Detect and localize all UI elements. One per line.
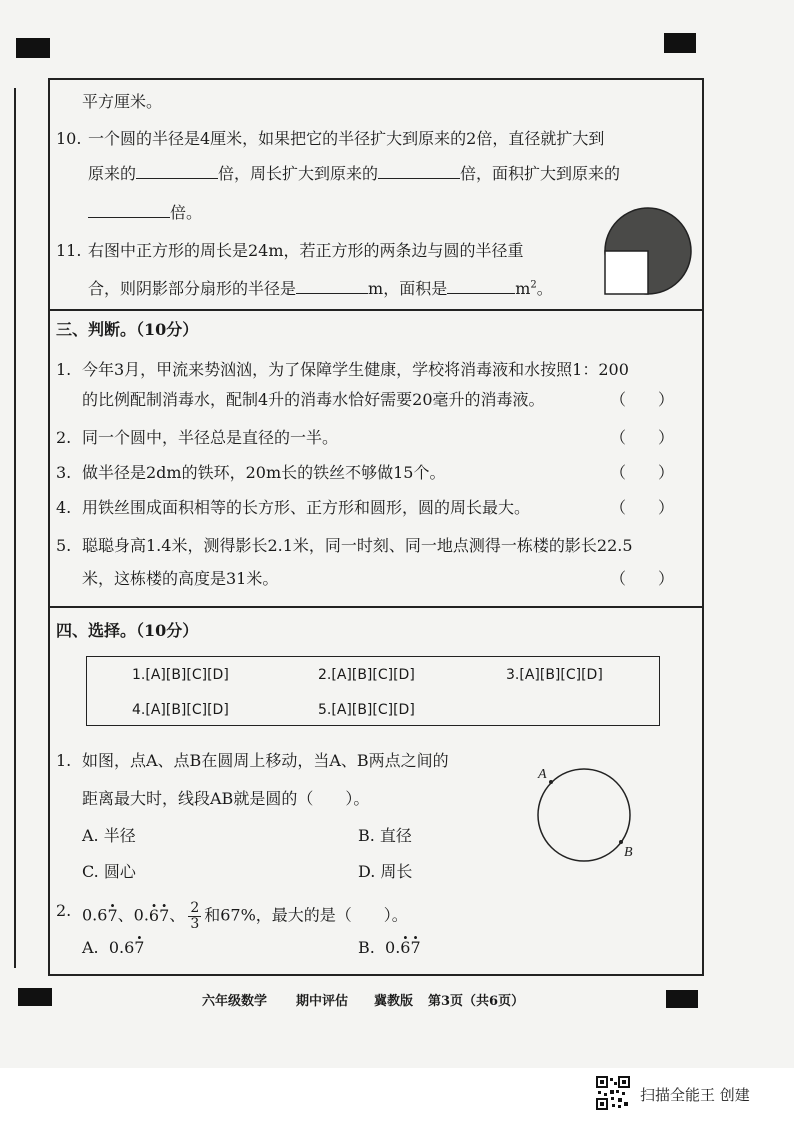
choice-2-number: 2. [56,901,72,920]
footer-page: 第3页（共6页） [428,994,525,1009]
q11-unit: m [515,279,531,298]
choice-1-number: 1. [56,751,72,770]
choice-2-option-b-label: B. [358,938,375,957]
q11-unit-sup: 2 [530,279,537,291]
section-divider-3 [48,309,704,311]
fraction-denominator: 3 [190,915,200,932]
q10-blank-diameter[interactable] [136,164,218,179]
judge-1-paren[interactable]: （ ） [610,390,675,409]
q9-tail: 平方厘米。 [82,92,163,111]
option-b-repeat-digit-2: · 7 [410,938,420,957]
fraction-two-thirds [188,901,201,931]
judge-1-line1: 今年3月，甲流来势汹汹，为了保障学生健康，学校将消毒液和水按照1：200 [82,360,629,379]
choice-1-line1: 如图，点A、点B在圆周上移动，当A、B两点之间的 [82,751,449,770]
q10-line2 [88,164,620,183]
answer-option-5[interactable]: 5.[A][B][C][D] [318,702,415,718]
qr-code-icon [596,1076,630,1110]
registration-mark-bottom-right [666,990,698,1008]
option-b-repeat-digit-1: · 6 [400,938,410,957]
judge-4-line1: 用铁丝围成面积相等的长方形、正方形和圆形，圆的周长最大。 [82,498,531,517]
q10-line3 [88,203,202,222]
q11-line2-b: m，面积是 [368,279,448,298]
judge-2-number: 2. [56,428,72,447]
judge-4-paren[interactable]: （ ） [610,498,675,517]
value-2-repeat-digit-1: · 6 [149,906,159,925]
sep-2: 、 [169,905,186,925]
q10-line3-text: 倍。 [170,203,203,222]
point-a-label: A [538,767,547,782]
judge-2-line1: 同一个圆中，半径总是直径的一半。 [82,428,339,447]
judge-1-line2: 的比例配制消毒水，配制4升的消毒水恰好需要20毫升的消毒液。 [82,390,545,409]
q10-line1: 一个圆的半径是4厘米，如果把它的半径扩大到原来的2倍，直径就扩大到 [88,129,605,148]
section3-title: 三、判断。（10分） [56,320,199,339]
sep-1: 、 [117,905,134,925]
choice-2-tail: 和67%，最大的是（ ）。 [204,905,408,925]
judge-5-number: 5. [56,536,72,555]
registration-mark-top-right [664,33,696,53]
judge-3-line1: 做半径是2dm的铁环，20m长的铁丝不够做15个。 [82,463,446,482]
registration-mark-top-left [16,38,50,58]
option-a-repeat-digit: · 7 [134,938,144,957]
option-a-prefix: 0.6 [108,938,135,957]
choice-1-option-a[interactable]: A. 半径 [82,826,136,845]
scanner-brand-label: 扫描全能王 创建 [640,1086,750,1104]
choice-2-option-a-label: A. [82,938,99,957]
choice-1-option-b[interactable]: B. 直径 [358,826,412,845]
answer-option-4[interactable]: 4.[A][B][C][D] [132,702,229,718]
judge-5-paren[interactable]: （ ） [610,569,675,588]
value-2-prefix: 0. [133,905,149,925]
answer-option-3[interactable]: 3.[A][B][C][D] [506,667,603,683]
choice-1-option-c[interactable]: C. 圆心 [82,862,136,881]
option-b-prefix: 0. [385,938,401,957]
point-b-label: B [624,845,633,860]
q11-line2 [88,279,553,298]
q10-blank-area[interactable] [88,203,170,218]
footer-edition: 冀教版 [374,994,414,1009]
q10-line2-a: 原来的 [88,164,137,183]
choice-1-option-d[interactable]: D. 周长 [358,862,413,881]
q11-square [605,251,648,294]
section-divider-4 [48,606,704,608]
judge-4-number: 4. [56,498,72,517]
choice-2-option-b[interactable] [358,938,421,957]
choice-1-line2: 距离最大时，线段AB就是圆的（ ）。 [82,789,370,808]
q11-line2-a: 合，则阴影部分扇形的半径是 [88,279,297,298]
judge-5-line1: 聪聪身高1.4米，测得影长2.1米，同一时刻、同一地点测得一栋楼的影长22.5 [82,536,633,555]
judge-1-number: 1. [56,360,72,379]
q11-line1: 右图中正方形的周长是24m，若正方形的两条边与圆的半径重 [88,241,524,260]
value-1-prefix: 0.6 [82,905,108,925]
q10-blank-circumference[interactable] [378,164,460,179]
q11-number: 11. [56,241,82,260]
q11-sector-figure [602,205,696,299]
choice-2-option-a[interactable] [82,938,144,957]
judge-5-line2: 米，这栋楼的高度是31米。 [82,569,279,588]
fraction-numerator: 2 [190,900,200,916]
q11-end: 。 [536,279,553,298]
judge-3-paren[interactable]: （ ） [610,463,675,482]
q10-line2-c: 倍，面积扩大到原来的 [460,164,621,183]
value-1-repeat-digit: · 7 [107,906,117,925]
q11-blank-radius[interactable] [296,279,368,294]
q10-number: 10. [56,129,82,148]
registration-mark-bottom-left [18,988,52,1006]
point-b-dot [619,840,623,844]
answer-option-2[interactable]: 2.[A][B][C][D] [318,667,415,683]
section4-title: 四、选择。（10分） [56,621,199,640]
q10-line2-b: 倍，周长扩大到原来的 [218,164,379,183]
choice-2-stem [82,901,408,931]
judge-3-number: 3. [56,463,72,482]
choice-1-circle-figure [530,762,640,868]
footer-exam: 期中评估 [296,994,349,1009]
value-2-repeat-digit-2: · 7 [159,906,169,925]
point-a-dot [549,780,553,784]
q11-blank-area[interactable] [447,279,515,294]
judge-2-paren[interactable]: （ ） [610,428,675,447]
footer-subject: 六年级数学 [202,994,268,1009]
answer-option-1[interactable]: 1.[A][B][C][D] [132,667,229,683]
binding-line [14,88,16,968]
